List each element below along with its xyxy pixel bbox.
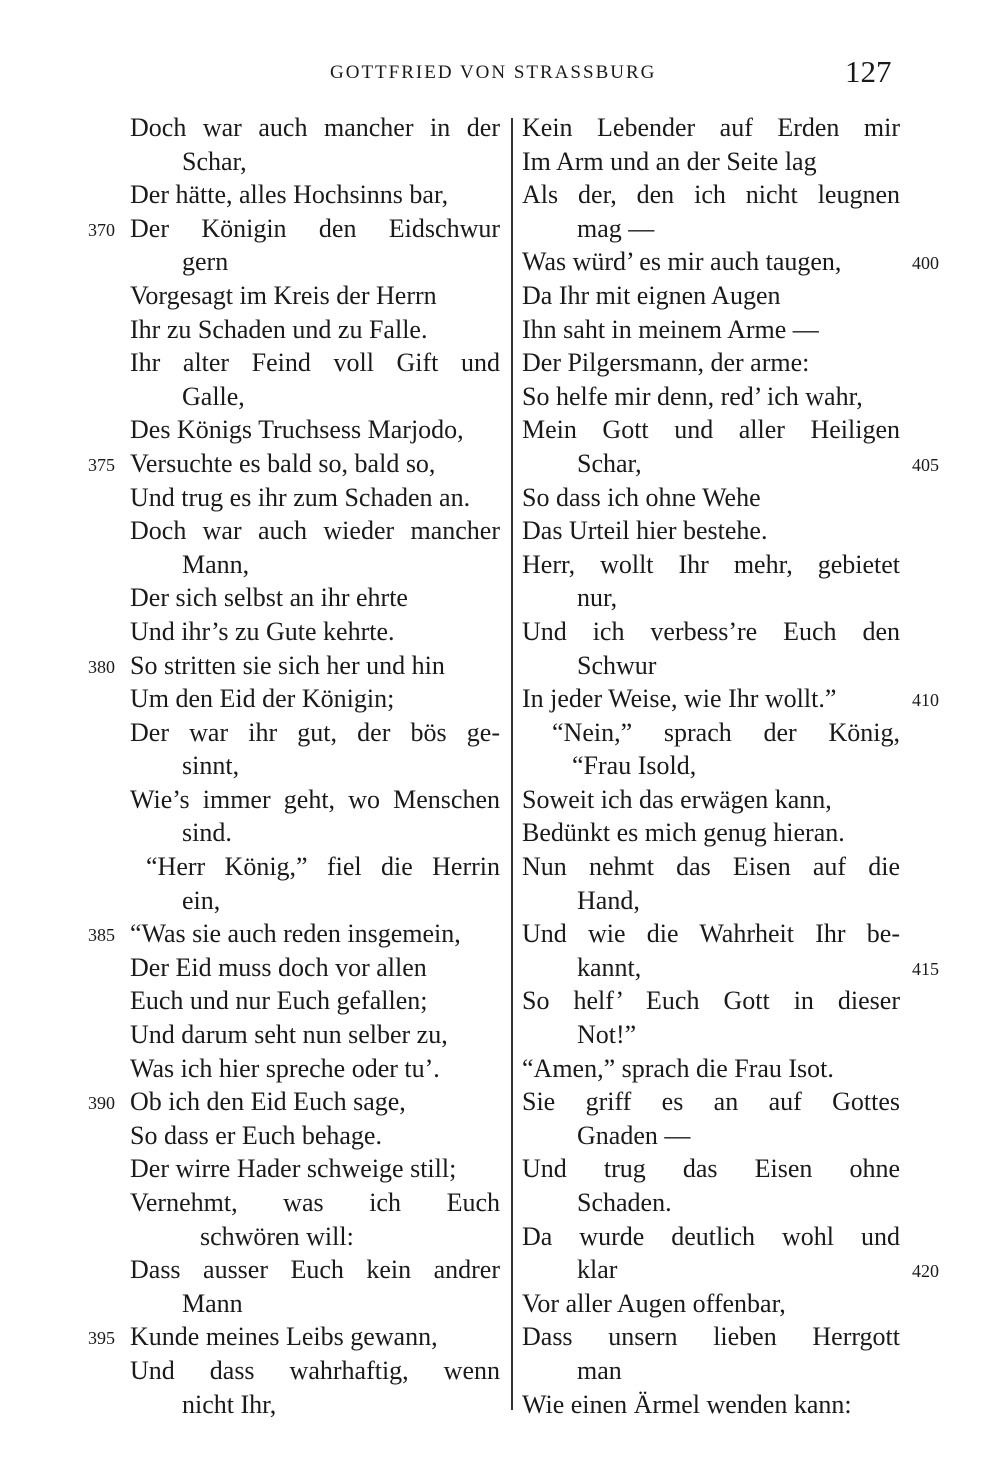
verse-text: Der Eid muss doch vor allen: [130, 952, 427, 982]
verse-text: Und ich verbess’re Euch den: [522, 616, 900, 646]
verse-line: [522, 548, 944, 582]
verse-text: “Herr König,” fiel die Herrin: [146, 852, 500, 882]
verse-line: [522, 1085, 944, 1119]
verse-line: [522, 682, 944, 716]
verse-text: Und trug das Eisen ohne: [522, 1154, 900, 1184]
verse-line: [522, 1052, 944, 1086]
verse-text: Mein Gott und aller Heiligen: [522, 415, 900, 445]
verse-line: [80, 380, 500, 414]
verse-text: Vor aller Augen offenbar,: [522, 1288, 786, 1318]
page-number: 127: [845, 54, 892, 89]
line-number: 420: [912, 1261, 939, 1282]
verse-text: Schwur: [577, 650, 657, 680]
verse-line: [522, 447, 944, 481]
verse-text: Was ich hier spreche oder tu’.: [130, 1053, 440, 1083]
verse-line: [80, 1354, 500, 1388]
verse-text: Vernehmt, was ich Euch: [130, 1188, 500, 1217]
verse-text: Der Pilgersmann, der arme:: [522, 348, 810, 378]
verse-text: Ihr zu Schaden und zu Falle.: [130, 314, 428, 344]
verse-text: Und wie die Wahrheit Ihr be-: [522, 919, 900, 949]
verse-text: Dass ausser Euch kein andrer: [130, 1255, 500, 1285]
verse-text: Hand,: [577, 885, 640, 915]
line-number: 400: [912, 253, 939, 274]
page-header: [0, 54, 1000, 96]
verse-line: [522, 111, 944, 145]
verse-line: [522, 1354, 944, 1388]
verse-text: Bedünkt es mich genug hieran.: [522, 818, 845, 848]
verse-line: [80, 1018, 500, 1052]
verse-text: Wie’s immer geht, wo Menschen: [130, 784, 500, 814]
verse-line: [522, 346, 944, 380]
verse-line: [80, 178, 500, 212]
verse-text: Ihr alter Feind voll Gift und: [130, 348, 500, 378]
verse-line: [522, 380, 944, 414]
verse-text: Dass unsern lieben Herrgott: [522, 1322, 900, 1352]
verse-text: nur,: [577, 583, 618, 613]
verse-text: Gnaden —: [577, 1120, 691, 1150]
verse-line: [522, 1018, 944, 1052]
verse-line: [80, 816, 500, 850]
verse-line: [80, 481, 500, 515]
verse-line: [80, 1388, 500, 1422]
verse-text: Ob ich den Eid Euch sage,: [130, 1087, 406, 1117]
verse-line: [522, 615, 944, 649]
verse-line: [80, 615, 500, 649]
verse-line: [80, 279, 500, 313]
verse-line: [522, 1152, 944, 1186]
verse-line: [80, 716, 500, 750]
verse-text: Und trug es ihr zum Schaden an.: [130, 482, 471, 512]
verse-line: [80, 783, 500, 817]
verse-line: [80, 850, 500, 884]
verse-line: [80, 884, 500, 918]
line-number: 410: [912, 690, 939, 711]
verse-text: Und ihr’s zu Gute kehrte.: [130, 616, 395, 646]
left-verse-column: [80, 111, 500, 1421]
verse-line: [80, 346, 500, 380]
verse-text: “Was sie auch reden insgemein,: [130, 919, 461, 949]
verse-line: [522, 649, 944, 683]
verse-text: “Nein,” sprach der König,: [552, 717, 900, 747]
verse-line: [522, 749, 944, 783]
verse-line: [80, 749, 500, 783]
verse-text: Des Königs Truchsess Marjodo,: [130, 415, 464, 445]
verse-text: Und darum seht nun selber zu,: [130, 1020, 448, 1050]
verse-text: Der hätte, alles Hochsinns bar,: [130, 180, 449, 210]
verse-text: Herr, wollt Ihr mehr, gebietet: [522, 549, 900, 579]
verse-line: [80, 145, 500, 179]
verse-line: [80, 1085, 500, 1119]
verse-line: [522, 279, 944, 313]
verse-text: Das Urteil hier bestehe.: [522, 516, 768, 546]
verse-text: klar: [577, 1255, 618, 1285]
verse-line: [80, 212, 500, 246]
verse-text: Galle,: [182, 381, 245, 411]
verse-line: [522, 850, 944, 884]
verse-text: Der Königin den Eidschwur: [130, 213, 500, 243]
verse-line: [522, 481, 944, 515]
verse-line: [522, 984, 944, 1018]
verse-line: [80, 514, 500, 548]
verse-text: Nun nehmt das Eisen auf die: [522, 852, 900, 882]
verse-line: [522, 1253, 944, 1287]
verse-text: So dass er Euch behage.: [130, 1120, 382, 1150]
verse-text: So dass ich ohne Wehe: [522, 482, 761, 512]
verse-text: man: [577, 1355, 622, 1385]
verse-text: Mann,: [182, 549, 250, 579]
verse-text: ein,: [182, 885, 221, 915]
verse-line: [80, 111, 500, 145]
verse-text: Soweit ich das erwägen kann,: [522, 784, 832, 814]
verse-text: Um den Eid der Königin;: [130, 684, 395, 714]
verse-text: nicht Ihr,: [182, 1389, 277, 1419]
verse-text: gern: [182, 247, 229, 277]
verse-line: [80, 1287, 500, 1321]
verse-line: [522, 245, 944, 279]
verse-text: Schar,: [577, 448, 642, 478]
verse-text: Doch war auch wieder mancher: [130, 516, 500, 546]
verse-line: [522, 212, 944, 246]
verse-text: Not!”: [577, 1020, 637, 1050]
verse-line: [80, 649, 500, 683]
verse-line: [80, 447, 500, 481]
verse-text: “Frau Isold,: [572, 751, 697, 781]
verse-text: So helf’ Euch Gott in dieser: [522, 986, 900, 1016]
line-number: 415: [912, 958, 939, 979]
verse-line: [522, 514, 944, 548]
verse-text: Doch war auch mancher in der: [130, 113, 500, 142]
verse-text: Schar,: [182, 146, 247, 176]
line-number: 380: [88, 656, 115, 677]
verse-line: [522, 816, 944, 850]
verse-text: Der sich selbst an ihr ehrte: [130, 583, 408, 613]
verse-text: Was würd’ es mir auch taugen,: [522, 247, 842, 277]
verse-line: [522, 716, 944, 750]
verse-line: [80, 682, 500, 716]
verse-text: Im Arm und an der Seite lag: [522, 146, 817, 176]
verse-text: Der wirre Hader schweige still;: [130, 1154, 457, 1184]
verse-line: [522, 1287, 944, 1321]
line-number: 370: [88, 219, 115, 240]
running-title: GOTTFRIED VON STRASSBURG: [330, 62, 657, 83]
verse-text: Ihn saht in meinem Arme —: [522, 314, 819, 344]
verse-line: [522, 581, 944, 615]
verse-line: [80, 413, 500, 447]
verse-line: [522, 178, 944, 212]
verse-text: schwören will:: [200, 1221, 354, 1251]
verse-line: [80, 1253, 500, 1287]
verse-text: In jeder Weise, wie Ihr wollt.”: [522, 684, 837, 714]
verse-text: Mann: [182, 1288, 243, 1318]
verse-line: [522, 413, 944, 447]
verse-line: [522, 1186, 944, 1220]
verse-line: [522, 145, 944, 179]
verse-line: [80, 1186, 500, 1220]
line-number: 395: [88, 1328, 115, 1349]
verse-text: Vorgesagt im Kreis der Herrn: [130, 280, 437, 310]
verse-text: Euch und nur Euch gefallen;: [130, 986, 428, 1016]
verse-line: [80, 1320, 500, 1354]
verse-line: [522, 1320, 944, 1354]
verse-text: Kein Lebender auf Erden mir: [522, 113, 900, 142]
verse-text: So stritten sie sich her und hin: [130, 650, 445, 680]
line-number: 385: [88, 925, 115, 946]
verse-text: kannt,: [577, 952, 642, 982]
verse-line: [80, 1152, 500, 1186]
verse-line: [522, 1220, 944, 1254]
verse-line: [80, 548, 500, 582]
verse-text: Da Ihr mit eignen Augen: [522, 280, 781, 310]
line-number: 405: [912, 454, 939, 475]
verse-text: Der war ihr gut, der bös ge-: [130, 717, 500, 747]
column-divider: [511, 118, 513, 1410]
verse-text: “Amen,” sprach die Frau Isot.: [522, 1053, 834, 1083]
verse-line: [522, 783, 944, 817]
verse-line: [80, 951, 500, 985]
verse-line: [522, 951, 944, 985]
verse-line: [80, 984, 500, 1018]
verse-line: [80, 581, 500, 615]
line-number: 390: [88, 1093, 115, 1114]
verse-text: Als der, den ich nicht leugnen: [522, 180, 900, 210]
verse-line: [80, 245, 500, 279]
line-number: 375: [88, 454, 115, 475]
verse-line: [80, 1052, 500, 1086]
verse-line: [80, 917, 500, 951]
verse-text: mag —: [577, 213, 655, 243]
right-verse-column: [522, 111, 944, 1421]
verse-text: Versuchte es bald so, bald so,: [130, 448, 436, 478]
verse-text: Wie einen Ärmel wenden kann:: [522, 1389, 852, 1419]
verse-line: [80, 1220, 500, 1254]
verse-line: [522, 1388, 944, 1422]
verse-text: So helfe mir denn, red’ ich wahr,: [522, 381, 863, 411]
verse-line: [522, 313, 944, 347]
verse-line: [80, 1119, 500, 1153]
verse-line: [522, 884, 944, 918]
verse-text: sind.: [182, 818, 232, 848]
verse-text: sinnt,: [182, 751, 240, 781]
verse-line: [522, 1119, 944, 1153]
verse-text: Sie griff es an auf Gottes: [522, 1087, 900, 1117]
verse-text: Da wurde deutlich wohl und: [522, 1221, 900, 1251]
verse-text: Und dass wahrhaftig, wenn: [130, 1355, 500, 1385]
verse-text: Schaden.: [577, 1188, 672, 1217]
verse-line: [80, 313, 500, 347]
verse-line: [522, 917, 944, 951]
verse-text: Kunde meines Leibs gewann,: [130, 1322, 438, 1352]
